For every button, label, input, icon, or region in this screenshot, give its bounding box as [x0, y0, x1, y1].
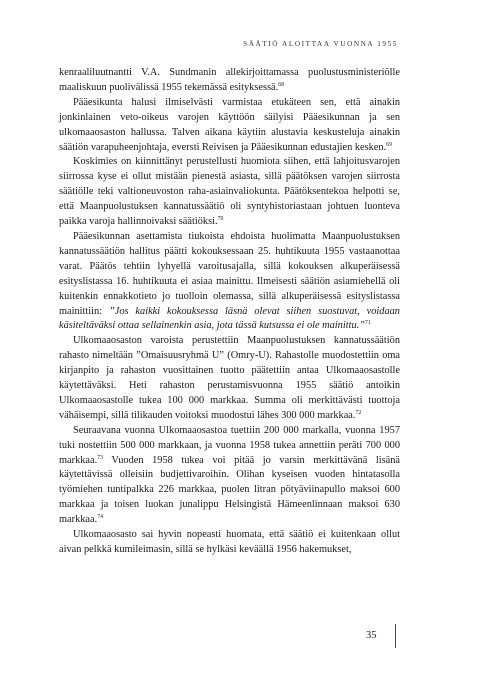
footnote-ref: 71	[364, 320, 371, 327]
paragraph-text: Seuraavana vuonna Ulkomaaosastoa tuettiin 200 000 markalla, vuonna 1957 tuki nostettiin 500 000 markkaan, ja vuonna 1958 tukea annettiin peräti 700 000 markkaa.	[59, 424, 400, 466]
page-number: 35	[366, 630, 377, 641]
paragraph-text: Ulkomaaosaston varoista perustettiin Maanpuolustuksen kannatussäätiön rahasto nimeltään ”Omaisuusryhmä U” (Omry-U). Rahastolle muodostettiin oma kirjanpito ja rahaston vuosittainen tuotto päätettiin antaa Ulkomaaosastolle käytettäväksi. Heti rahaston perustamisvuonna 1955 säätiö antoikin Ulkomaaosastolle tukea 100 000 markkaa. Summa oli merkittävästi tuottoja vähäisempi, sillä tilikauden voitoksi muodostui lähes 300 000 markkaa.	[59, 335, 400, 421]
paragraph	[59, 155, 400, 230]
paragraph	[59, 528, 400, 558]
paragraph	[59, 424, 400, 528]
paragraph-text: Vuoden 1958 tukea voi pitää jo varsin merkittävänä lisänä käytettävissä olleisiin budjettivaroihin. Olihan kyseisen vuoden hintatasolla työmiehen tuntipalkka 226 markkaa, puolen litran pötyäviinapullo maksoi 600 markkaa ja toisen luokan junalippu Helsingistä Hämeenlinnaan maksoi 630 markkaa.	[59, 454, 400, 526]
footnote-ref: 74	[97, 514, 103, 521]
paragraph-text: Pääesikunta halusi ilmiselvästi varmistaa etukäteen sen, että ainakin jonkinlainen veto-oikeus varojen käyttöön säilyisi Pääesikunnan ja sen ulkomaaosaston hallussa. Talven aikana käytiin alustavia keskusteluja ainakin säätiön varapuheenjohtaja, eversti Reivisen ja Pääesikunnan edustajien kesken.	[59, 96, 400, 153]
paragraph	[59, 334, 400, 423]
body-text	[59, 66, 400, 558]
footnote-ref: 70	[217, 216, 224, 223]
paragraph	[59, 66, 400, 96]
quoted-text: ”Jos kaikki kokouksessa läsnä olevat siihen suostuvat, voidaan käsiteltäväksi ottaa sellainenkin asia, jota tässä kutsussa ei ole mainittu.”	[59, 305, 400, 332]
footnote-ref: 69	[386, 141, 392, 148]
margin-rule	[395, 624, 396, 648]
paragraph-text: Koskimies on kiinnittänyt perustellusti huomiota siihen, että lahjoitusvarojen siirrossa kyse ei ollut mistään pienestä asiasta, sillä päätöksen varojen siirrosta säätiölle teki valtioneuvoston raha-asiainvaliokunta. Päätöksentekoa helpotti se, että Maanpuolustuksen kannatussäätiö oli syntyhistoriastaan johtuen luonteva paikka varoja hallinnoivaksi säätiöksi.	[59, 156, 400, 228]
footnote-ref: 73	[97, 454, 103, 461]
paragraph-text: Ulkomaaosasto sai hyvin nopeasti huomata, että säätiö ei kuitenkaan ollut aivan pelkkä kumileimasin, sillä se hylkäsi keväällä 1956 hakemukset,	[59, 529, 400, 555]
paragraph-text: kenraaliluutnantti V.A. Sundmanin allekirjoittamassa puolustusministeriölle maaliskuun puolivälissä 1955 tekemässä esityksessä.	[59, 67, 400, 93]
footnote-ref: 68	[278, 81, 284, 88]
paragraph	[59, 230, 400, 334]
footnote-ref: 72	[355, 409, 362, 416]
paragraph	[59, 96, 400, 156]
paragraph-text: Pääesikunnan asettamista tiukoista ehdoista huolimatta Maanpuolustuksen kannatussäätiön hallitus päätti kokouksessaan 25. huhtikuuta 1955 vastaanottaa varat. Päätös tehtiin lyhyellä varoitusajalla, sillä kokouksen alkuperäisessä esityslistassa 16. huhtikuuta ei asiaa mainittu. Ilmeisesti säätiön asiamiehellä oli kuitenkin ennakkotieto jo tuolloin olemassa, sillä alkuperäisessä esityslistassa mainittiin:	[59, 230, 400, 317]
running-head: SÄÄTIÖ ALOITTAA VUONNA 1955	[243, 40, 398, 48]
